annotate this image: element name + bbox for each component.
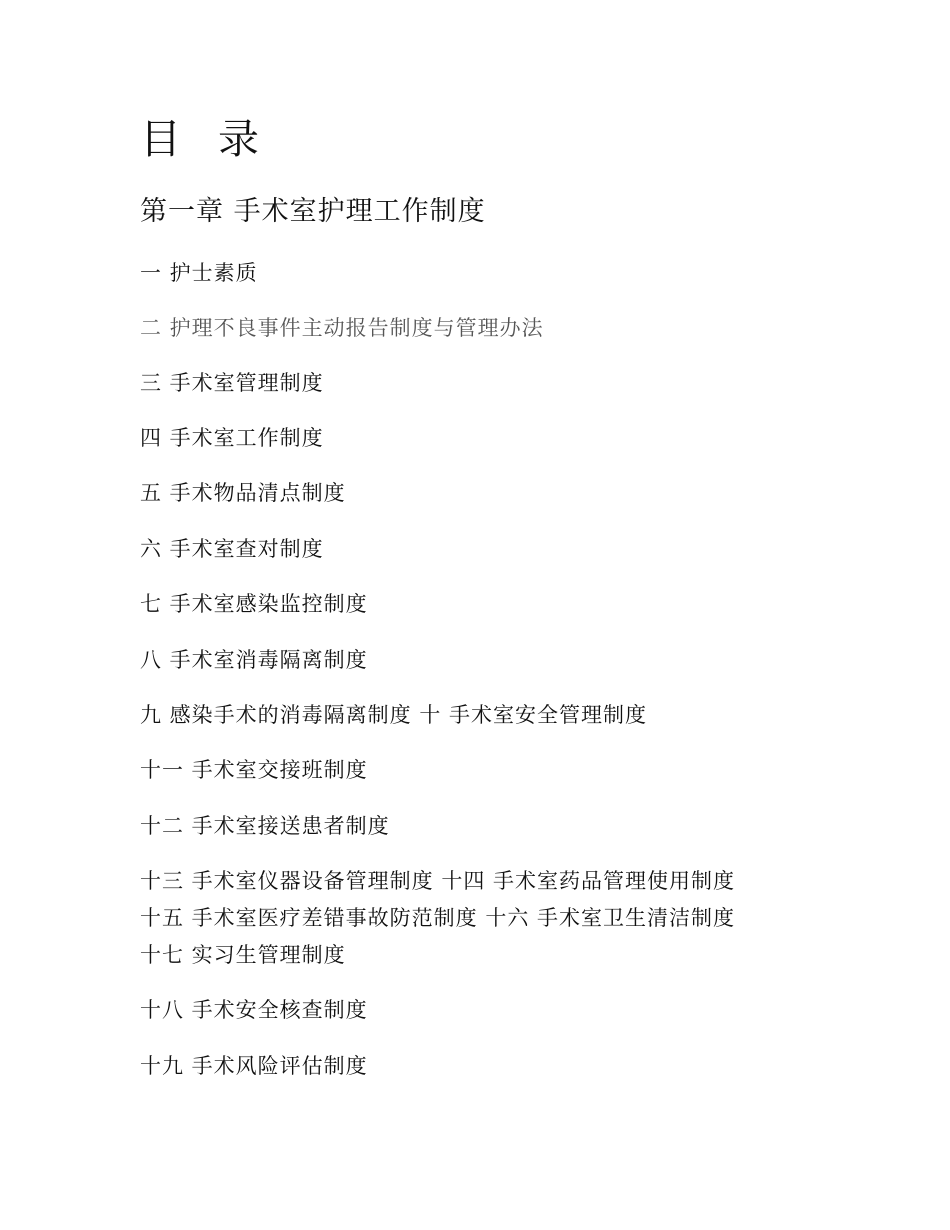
toc-line-15: 十八 手术安全核查制度 [140, 998, 368, 1022]
toc-line-7: 七 手术室感染监控制度 [140, 592, 368, 616]
toc-line-10: 十一 手术室交接班制度 [140, 758, 368, 782]
toc-line-2: 二 护理不良事件主动报告制度与管理办法 [140, 316, 544, 340]
toc-line-9: 九 感染手术的消毒隔离制度 十 手术室安全管理制度 [140, 703, 648, 727]
toc-line-3: 三 手术室管理制度 [140, 371, 324, 395]
page-title: 目 录 [140, 115, 272, 163]
chapter-title: 第一章 手术室护理工作制度 [140, 196, 486, 227]
toc-line-16: 十九 手术风险评估制度 [140, 1054, 368, 1078]
toc-line-1: 一 护士素质 [140, 261, 258, 285]
toc-line-4: 四 手术室工作制度 [140, 426, 324, 450]
toc-line-5: 五 手术物品清点制度 [140, 481, 346, 505]
toc-line-13: 十五 手术室医疗差错事故防范制度 十六 手术室卫生清洁制度 [140, 906, 736, 930]
toc-line-8: 八 手术室消毒隔离制度 [140, 648, 368, 672]
toc-line-12: 十三 手术室仪器设备管理制度 十四 手术室药品管理使用制度 [140, 869, 736, 893]
toc-line-14: 十七 实习生管理制度 [140, 943, 346, 967]
toc-line-6: 六 手术室查对制度 [140, 537, 324, 561]
toc-line-11: 十二 手术室接送患者制度 [140, 814, 390, 838]
